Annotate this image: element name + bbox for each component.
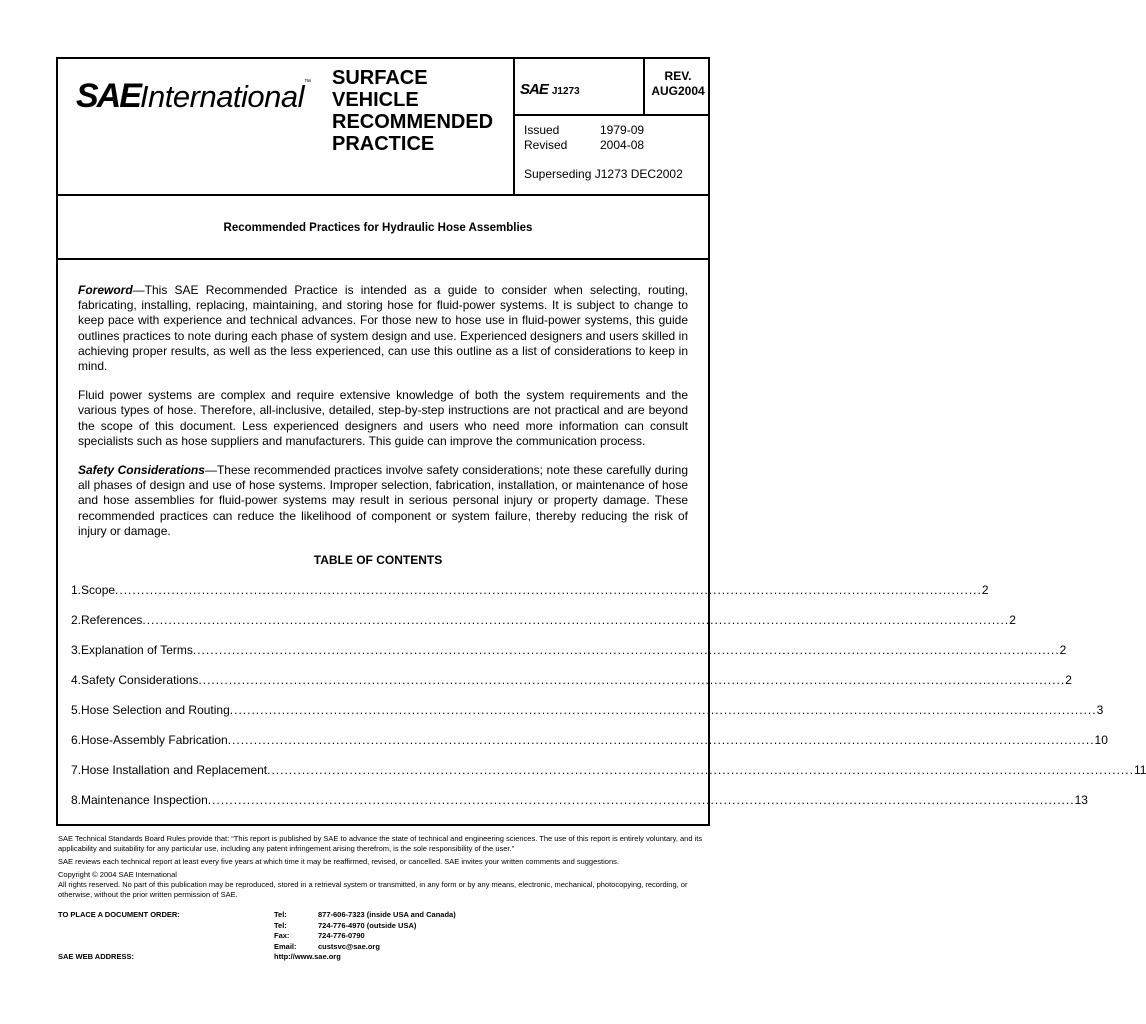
toc-page: 2 [1009,613,1016,627]
toc-page: 2 [981,583,989,597]
standards-rules: SAE Technical Standards Board Rules provide that: “This report is published by SAE to advance the state of technical and engineering sciences. The use of this report is entirely voluntary, and its applicability and suitability for any particular use, including any patent infringement arising therefrom, is the sole responsibility of the user.” [58,834,703,853]
toc-leader: ........................................................................................................................................................................................................ [229,703,1097,717]
foreword-text: —This SAE Recommended Practice is intended as a guide to consider when selecting, routing, fabricating, installing, replacing, maintaining, and storing hose for fluid-power systems. It is subject to change to keep pace with experience and technical advances. For those new to hose use in fluid-power systems, this guide outlines practices to note during each phase of system design and use. Experienced designers and users skilled in achieving proper results, as well as the less experienced, can use this outline as a list of considerations to keep in mind. [78,283,688,374]
document-title: Recommended Practices for Hydraulic Hose Assemblies [223,222,533,234]
review-note: SAE reviews each technical report at least every five years at which time it may be reaffirmed, revised, or cancelled. SAE invites your written comments and suggestions. [58,857,619,866]
copyright: Copyright © 2004 SAE International [58,870,177,879]
toc-leader: ........................................................................................................................................................................................................ [267,763,1134,777]
footer-notices [58,834,718,900]
doc-number: J1273 [551,86,580,97]
revised-date: 2004-08 [600,138,645,152]
toc-number: 5. [71,703,82,717]
header-block [58,59,708,196]
toc-entry[interactable] [71,613,1016,643]
toc-number: 2. [71,613,82,627]
scope-paragraph: Fluid power systems are complex and require extensive knowledge of both the system requirements and the various types of hose. Therefore, all-inclusive, detailed, step-by-step instructions are not practical and are beyond the scope of this document. Less experienced designers and users who need more information can consult specialists such as hose suppliers and manufacturers. This guide can improve the communication process. [78,388,688,448]
contact-label: Fax: [274,931,290,940]
header-divider [643,59,645,114]
rights-notice: All rights reserved. No part of this publication may be reproduced, stored in a retrieval system or transmitted, in any form or by any means, electronic, mechanical, photocopying, recording, or otherwise, without the prior written permission of SAE. [58,880,688,899]
revision-box [650,69,706,99]
issued-label: Issued [524,123,560,137]
toc-page: 2 [1059,643,1067,657]
toc-page: 2 [1065,673,1072,687]
toc-number: 6. [71,733,82,747]
header-divider [513,59,515,194]
web-label: SAE WEB ADDRESS: [58,951,134,961]
phone-intl: 724-776-4970 (outside USA) [318,920,417,930]
toc-entry[interactable] [71,673,1072,703]
practice-type [332,67,493,155]
order-label: TO PLACE A DOCUMENT ORDER: [58,910,180,919]
toc-page: 10 [1094,733,1108,747]
contact-values [318,910,538,952]
toc-leader: ........................................................................................................................................................................................................ [115,583,982,597]
web-url[interactable]: http://www.sae.org [274,952,341,961]
revised-label: Revised [524,138,568,152]
practice-line: PRACTICE [332,133,435,155]
toc-title: Hose Selection and Routing [81,703,230,717]
contact-labels [274,910,341,963]
contact-label: Email: [274,941,297,951]
toc-leader: ........................................................................................................................................................................................................ [142,613,1010,627]
toc-number: 4. [71,673,82,687]
toc-entry[interactable] [71,733,1108,763]
toc-number: 7. [71,763,82,777]
toc-title: References [81,613,143,627]
toc-number: 3. [71,643,82,657]
toc-title: Hose Installation and Replacement [81,763,268,777]
toc-leader: ........................................................................................................................................................................................................ [198,673,1066,687]
toc-leader: ........................................................................................................................................................................................................ [192,643,1060,657]
safety-text: —These recommended practices involve safety considerations; note these carefully during all phases of design and use of hose systems. Improper selection, fabrication, installation, or maintenance of hose and hose assemblies for fluid-power systems may result in serious personal injury or property damage. These recommended practices can reduce the likelihood of component or system failure, thereby reducing the risk of injury or damage. [78,463,688,538]
toc-number: 1. [71,583,82,597]
rev-date: AUG2004 [651,84,705,98]
safety-lead: Safety Considerations [78,463,205,478]
order-labels [58,910,258,962]
toc-entry[interactable] [71,763,1146,793]
logo-international-text: International [139,79,305,114]
foreword-lead: Foreword [78,283,133,297]
toc-page: 3 [1096,703,1104,717]
phone-us: 877-606-7323 (inside USA and Canada) [318,910,456,919]
fax-number: 724-776-0790 [318,931,365,940]
issue-dates [524,123,644,153]
toc-title: Maintenance Inspection [81,793,208,807]
toc-title: Explanation of Terms [81,643,193,657]
document-frame [56,57,1146,826]
title-block [58,194,708,260]
toc-heading: TABLE OF CONTENTS [313,553,443,567]
practice-line: SURFACE [332,67,428,89]
doc-sae-logo: SAE [520,81,548,98]
header-divider [513,114,708,116]
toc-title: Hose-Assembly Fabrication [81,733,228,747]
body-text [78,283,688,553]
document-number [520,81,580,98]
toc-number: 8. [71,793,82,807]
practice-line: VEHICLE [332,89,419,111]
sae-international-logo [76,77,311,116]
contact-label: Tel: [274,920,287,930]
toc-entry[interactable] [71,703,1104,733]
logo-sae-text: SAE [76,77,140,115]
safety-paragraph [78,463,688,539]
trademark-mark: ™ [304,79,312,86]
toc-leader: ........................................................................................................................................................................................................ [207,793,1075,807]
email-address[interactable]: custsvc@sae.org [318,941,380,951]
contact-label: Tel: [274,910,287,919]
foreword-paragraph [78,283,688,374]
toc-title: Safety Considerations [81,673,199,687]
practice-line: RECOMMENDED [332,111,494,133]
toc-entry[interactable] [71,583,989,613]
superseding-note: Superseding J1273 DEC2002 [524,167,683,181]
toc-leader: ........................................................................................................................................................................................................ [227,733,1095,747]
issued-date: 1979-09 [600,123,645,137]
toc-page: 11 [1133,763,1146,777]
toc-entry[interactable] [71,643,1067,673]
toc-entry[interactable] [71,793,1088,823]
rev-label: REV. [664,69,692,83]
toc-page: 13 [1074,793,1088,807]
toc-title: Scope [81,583,116,597]
table-of-contents [71,583,1146,823]
